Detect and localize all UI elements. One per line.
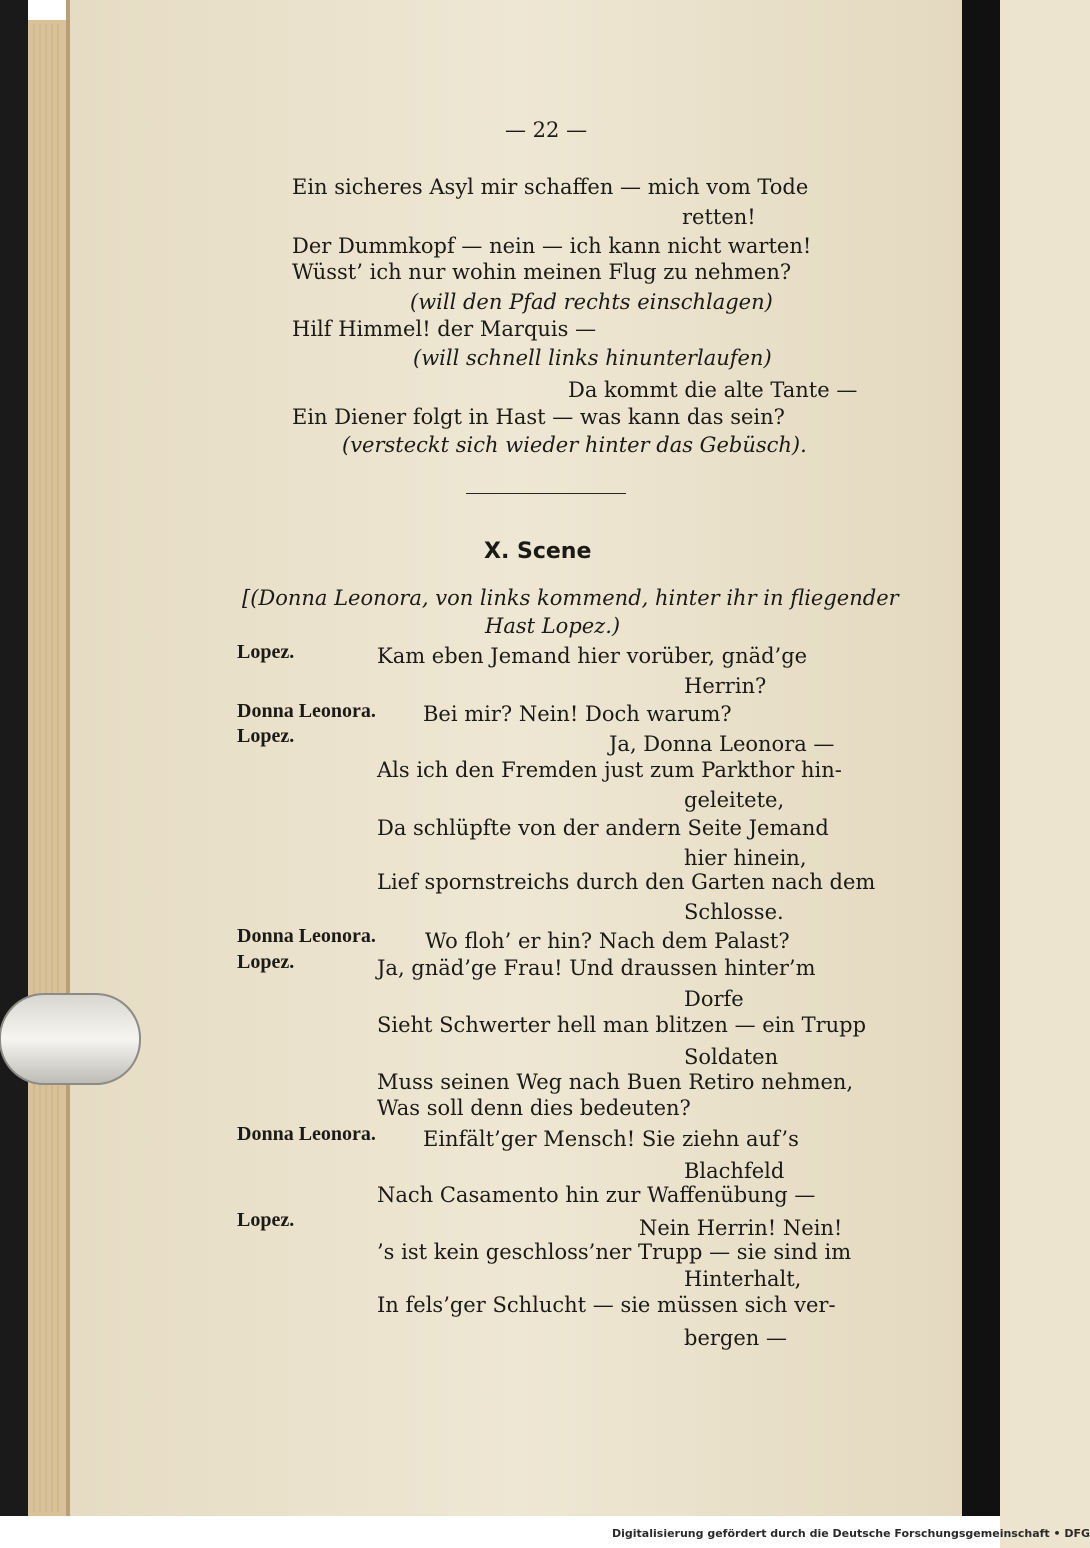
verse-line: Ein sicheres Asyl mir schaffen — mich vom Tode <box>292 175 809 199</box>
dialogue-line: Einfält’ger Mensch! Sie ziehn auf’s <box>423 1127 799 1151</box>
dialogue-line: Nein Herrin! Nein! <box>639 1216 843 1240</box>
dialogue-line: hier hinein, <box>684 846 807 870</box>
dialogue-line: Schlosse. <box>684 900 784 924</box>
page-clip <box>0 994 140 1084</box>
stage-direction: (will schnell links hinunterlaufen) <box>413 346 772 370</box>
dialogue-line: Herrin? <box>684 674 767 698</box>
dialogue-line: bergen — <box>684 1326 787 1350</box>
verse-line: Wüsst’ ich nur wohin meinen Flug zu nehmen? <box>292 260 792 284</box>
dialogue-line: Da schlüpfte von der andern Seite Jemand <box>377 816 829 840</box>
dialogue-line: Lief spornstreichs durch den Garten nach dem <box>377 870 876 894</box>
dialogue-line: Was soll denn dies bedeuten? <box>377 1096 691 1120</box>
footer-credit: Digitalisierung gefördert durch die Deutsche Forschungsgemeinschaft • DFG <box>612 1527 1090 1540</box>
stage-direction: (versteckt sich wieder hinter das Gebüsch). <box>342 433 807 457</box>
dialogue-line: Kam eben Jemand hier vorüber, gnäd’ge <box>377 644 808 668</box>
dialogue-line: ’s ist kein geschloss’ner Trupp — sie sind im <box>377 1240 852 1264</box>
speaker-label: Donna Leonora. <box>237 925 376 947</box>
dialogue-line: Hinterhalt, <box>684 1267 802 1291</box>
dialogue-line: Soldaten <box>684 1045 779 1069</box>
speaker-label: Donna Leonora. <box>237 1123 376 1145</box>
dialogue-line: Ja, gnäd’ge Frau! Und draussen hinter’m <box>377 956 816 980</box>
dialogue-line: Nach Casamento hin zur Waffenübung — <box>377 1183 816 1207</box>
speaker-label: Lopez. <box>237 951 295 973</box>
verse-line: Hilf Himmel! der Marquis — <box>292 317 597 341</box>
dialogue-line: geleitete, <box>684 788 785 812</box>
dialogue-line: Als ich den Fremden just zum Parkthor hin- <box>377 758 842 782</box>
dialogue-line: Ja, Donna Leonora — <box>609 732 835 756</box>
scene-heading: X. Scene <box>484 539 592 564</box>
dialogue-line: Sieht Schwerter hell man blitzen — ein Trupp <box>377 1013 867 1037</box>
dialogue-line: Bei mir? Nein! Doch warum? <box>423 702 732 726</box>
speaker-label: Lopez. <box>237 641 295 663</box>
scene-direction: [(Donna Leonora, von links kommend, hinter ihr in fliegender <box>242 586 899 610</box>
verse-line: Ein Diener folgt in Hast — was kann das sein? <box>292 405 785 429</box>
dialogue-line: In fels’ger Schlucht — sie müssen sich ver- <box>377 1293 836 1317</box>
speaker-label: Lopez. <box>237 1209 295 1231</box>
verse-line: Da kommt die alte Tante — <box>568 378 858 402</box>
stage-direction: (will den Pfad rechts einschlagen) <box>410 290 773 314</box>
speaker-label: Donna Leonora. <box>237 700 376 722</box>
dialogue-line: Muss seinen Weg nach Buen Retiro nehmen, <box>377 1070 854 1094</box>
section-divider <box>466 493 626 494</box>
verse-line: Der Dummkopf — nein — ich kann nicht warten! <box>292 234 812 258</box>
dialogue-line: Wo floh’ er hin? Nach dem Palast? <box>425 929 790 953</box>
speaker-label: Lopez. <box>237 725 295 747</box>
verse-line: retten! <box>682 205 756 229</box>
dialogue-line: Dorfe <box>684 987 744 1011</box>
scene-direction: Hast Lopez.) <box>485 614 621 638</box>
dialogue-line: Blachfeld <box>684 1159 785 1183</box>
page-number: — 22 — <box>505 118 588 142</box>
